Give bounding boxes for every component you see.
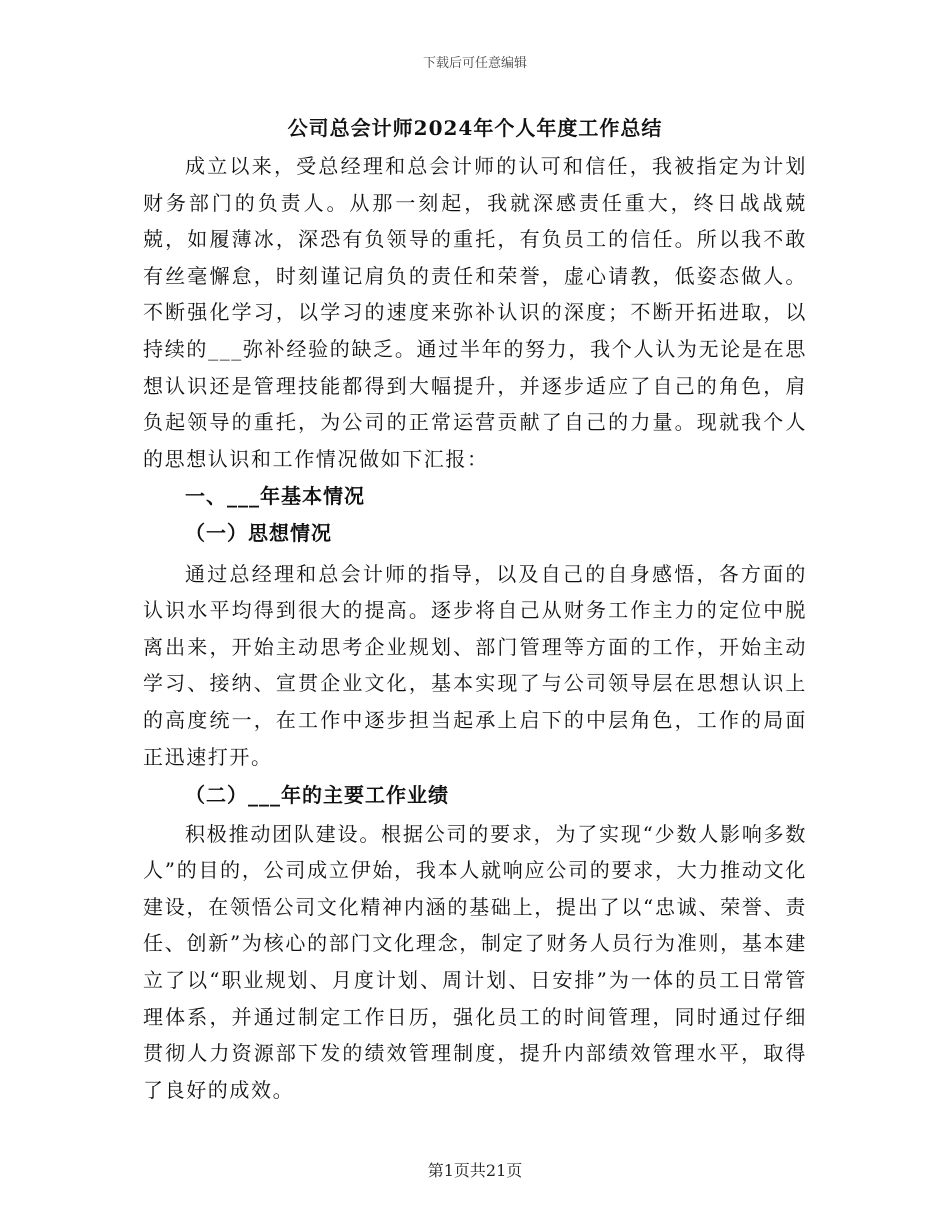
subsection-heading-1: （一）思想情况	[185, 520, 332, 545]
document-body	[143, 110, 807, 1108]
intro-paragraph: 成立以来，受总经理和总会计师的认可和信任，我被指定为计划财务部门的负责人。从那一刻起，我就深感责任重大，终日战战兢兢，如履薄冰，深恐有负领导的重托，有负员工的信任。所以我不敢有丝毫懈怠，时刻谨记肩负的责任和荣誉，虚心请教，低姿态做人。不断强化学习，以学习的速度来弥补认识的深度；不断开拓进取，以持续的___弥补经验的缺乏。通过半年的努力，我个人认为无论是在思想认识还是管理技能都得到大幅提升，并逐步适应了自己的角色，肩负起领导的重托，为公司的正常运营贡献了自己的力量。现就我个人的思想认识和工作情况做如下汇报：	[143, 154, 807, 471]
subsection-heading-2: （二）___年的主要工作业绩	[185, 783, 449, 808]
document-title: 公司总会计师2024年个人年度工作总结	[287, 116, 663, 140]
subsection-paragraph-1: 通过总经理和总会计师的指导，以及自己的自身感悟，各方面的认识水平均得到很大的提高。逐步将自己从财务工作主力的定位中脱离出来，开始主动思考企业规划、部门管理等方面的工作，开始主动学习、接纳、宣贯企业文化，基本实现了与公司领导层在思想认识上的高度统一，在工作中逐步担当起承上启下的中层角色，工作的局面正迅速打开。	[143, 561, 807, 769]
header-note: 下载后可任意编辑	[422, 56, 527, 71]
subsection-paragraph-2: 积极推动团队建设。根据公司的要求，为了实现“少数人影响多数人”的目的，公司成立伊始，我本人就响应公司的要求，大力推动文化建设，在领悟公司文化精神内涵的基础上，提出了以“忠诚、荣誉、责任、创新”为核心的部门文化理念，制定了财务人员行为准则，基本建立了以“职业规划、月度计划、周计划、日安排”为一体的员工日常管理体系，并通过制定工作日历，强化员工的时间管理，同时通过仔细贯彻人力资源部下发的绩效管理制度，提升内部绩效管理水平，取得了良好的成效。	[143, 821, 807, 1102]
section-heading-1: 一、___年基本情况	[185, 484, 365, 509]
page-number: 第1页共21页	[427, 1161, 523, 1180]
